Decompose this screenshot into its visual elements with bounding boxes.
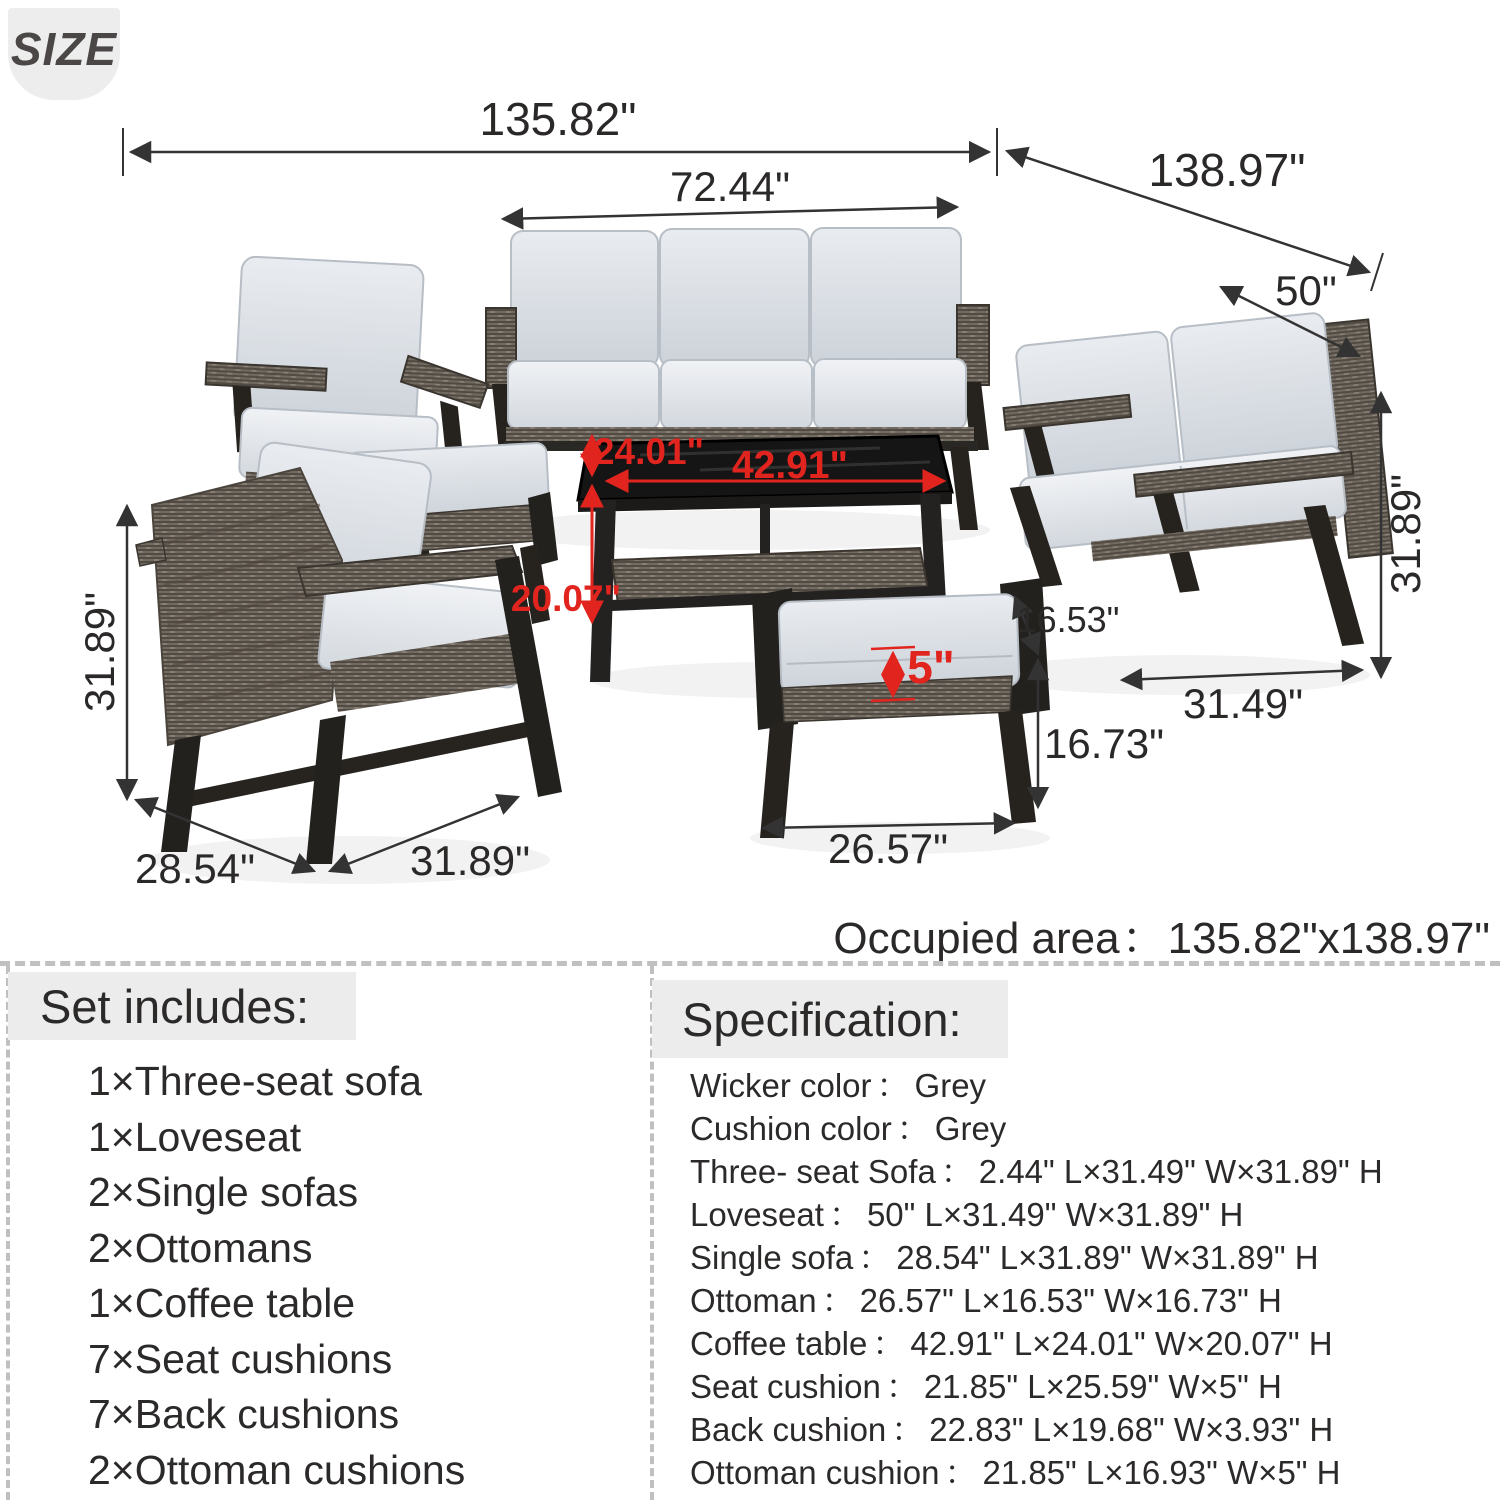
spec-separator: ： [828,1196,862,1233]
size-badge [8,8,120,100]
spec-value: 2.44" L×31.49" W×31.89" H [978,1153,1383,1190]
spec-label: Loveseat [690,1196,824,1233]
dim-ottoman-height: 16.73" [1043,720,1165,767]
ottoman-center [752,578,1050,838]
horizontal-divider [0,961,1500,966]
spec-value: Grey [914,1067,987,1104]
spec-value: 42.91" L×24.01" W×20.07" H [910,1325,1333,1362]
spec-label: Seat cushion [690,1368,881,1405]
dim-chair-depth: 28.54" [134,845,256,892]
occupied-area-value: 135.82"x138.97" [1167,914,1490,963]
spec-row [690,1322,1383,1365]
spec-value: Grey [934,1110,1007,1147]
list-item: 2×Ottoman cushions [88,1446,466,1493]
spec-separator: ： [891,1411,925,1448]
left-edge-divider [6,966,10,1500]
spec-separator: ： [885,1368,919,1405]
list-item: 2×Ottomans [88,1224,313,1271]
spec-value: 21.85" L×25.59" W×5" H [923,1368,1282,1405]
spec-separator: ： [876,1067,910,1104]
dim-cushion-height: 5" [907,641,955,693]
spec-label: Ottoman cushion [690,1454,940,1491]
size-badge-label: SIZE [10,23,118,75]
spec-separator: ： [940,1153,974,1190]
spec-label: Single sofa [690,1239,854,1276]
spec-separator: ： [944,1454,978,1491]
spec-value: 22.83" L×19.68" W×3.93" H [929,1411,1334,1448]
set-includes-title: Set includes: [8,972,356,1040]
spec-row [690,1279,1383,1322]
spec-label: Wicker color [690,1067,872,1104]
list-item: 1×Loveseat [88,1113,302,1160]
dim-ottoman-depth: 16.53" [1016,599,1120,640]
dim-table-depth: 24.01" [593,431,705,472]
list-item: 7×Seat cushions [88,1335,393,1382]
spec-row [690,1451,1383,1494]
spec-row [690,1107,1383,1150]
spec-separator: ： [896,1110,930,1147]
occupied-area-separator: ： [1121,914,1166,963]
spec-row [690,1150,1383,1193]
dim-sofa-width: 72.44" [669,163,791,210]
spec-value: 50" L×31.49" W×31.89" H [866,1196,1244,1233]
dim-loveseat-depth: 31.49" [1182,680,1304,727]
occupied-area-label: Occupied area [833,914,1120,963]
dim-table-height: 20.07" [510,578,622,619]
spec-row [690,1064,1383,1107]
spec-separator: ： [858,1239,892,1276]
dim-chair-width: 31.89" [409,837,531,884]
spec-value: 26.57" L×16.53" W×16.73" H [859,1282,1282,1319]
list-item: 7×Back cushions [88,1391,400,1437]
specification-list [690,1064,1383,1494]
dim-chair-height: 31.89" [76,591,123,713]
spec-label: Back cushion [690,1411,887,1448]
list-item: 1×Three-seat sofa [88,1058,422,1104]
spec-value: 21.85" L×16.93" W×5" H [982,1454,1341,1491]
spec-label: Cushion color [690,1110,892,1147]
occupied-area [833,902,1490,966]
spec-row [690,1236,1383,1279]
spec-row [690,1408,1383,1451]
dim-table-width: 42.91" [731,444,849,487]
spec-label: Coffee table [690,1325,868,1362]
spec-label: Three- seat Sofa [690,1153,936,1190]
list-item: 2×Single sofas [88,1169,359,1215]
dim-total-depth: 138.97" [1148,144,1306,196]
dim-loveseat-height: 31.89" [1382,473,1429,595]
spec-value: 28.54" L×31.89" W×31.89" H [896,1239,1319,1276]
spec-row [690,1193,1383,1236]
spec-separator: ： [872,1325,906,1362]
specification-title: Specification: [652,980,1008,1058]
list-item: 1×Coffee table [88,1280,356,1326]
set-includes-list [88,1054,465,1498]
dim-ottoman-width: 26.57" [827,825,949,872]
dim-total-width: 135.82" [479,93,637,145]
spec-row [690,1365,1383,1408]
dim-loveseat-width: 50" [1275,267,1337,314]
spec-separator: ： [821,1282,855,1319]
spec-label: Ottoman [690,1282,817,1319]
